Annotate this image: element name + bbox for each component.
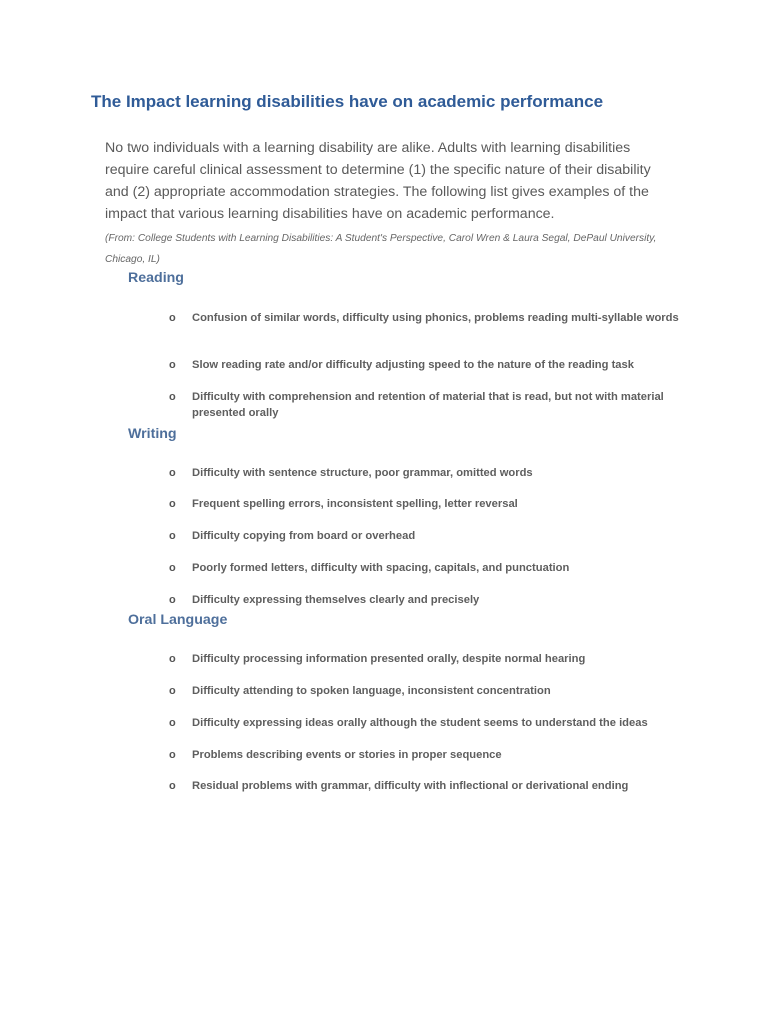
bullet-marker: o	[169, 717, 176, 729]
intro-paragraph: No two individuals with a learning disability are alike. Adults with learning disabilities require careful clinical assessment to determine (1) the specific nature of their disability and (2) appropriate accommodation strategies. The following list gives examples of the impact that various learning disabilities have on academic performance.	[105, 140, 651, 222]
list-item-text: Difficulty expressing themselves clearly and precisely	[192, 594, 480, 606]
list-item-text: Difficulty processing information presented orally, despite normal hearing	[192, 653, 586, 665]
list-item-text: Difficulty expressing ideas orally although the student seems to understand the ideas	[192, 717, 648, 729]
bullet-marker: o	[169, 467, 176, 479]
list-item-text: Slow reading rate and/or difficulty adjusting speed to the nature of the reading task	[192, 359, 634, 371]
section-heading-reading: Reading	[128, 270, 184, 286]
list-item-text: Residual problems with grammar, difficulty with inflectional or derivational ending	[192, 780, 629, 792]
bullet-marker: o	[169, 359, 176, 371]
list-item-text: Confusion of similar words, difficulty using phonics, problems reading multi-syllable words	[192, 312, 679, 324]
section-heading-oral-language: Oral Language	[128, 612, 228, 628]
section-heading-writing: Writing	[128, 426, 177, 442]
bullet-marker: o	[169, 685, 176, 697]
list-item-text: Problems describing events or stories in proper sequence	[192, 749, 502, 761]
bullet-marker: o	[169, 780, 176, 792]
list-item-text: Frequent spelling errors, inconsistent spelling, letter reversal	[192, 498, 518, 510]
bullet-marker: o	[169, 749, 176, 761]
list-item-text: Difficulty attending to spoken language, inconsistent concentration	[192, 685, 551, 697]
bullet-marker: o	[169, 498, 176, 510]
bullet-marker: o	[169, 391, 176, 403]
bullet-marker: o	[169, 653, 176, 665]
list-item-text: Difficulty with sentence structure, poor grammar, omitted words	[192, 467, 533, 479]
list-item-text: Difficulty with comprehension and retention of material that is read, but not with material presented orally	[192, 391, 664, 419]
page-title: The Impact learning disabilities have on academic performance	[91, 92, 604, 111]
citation-note: (From: College Students with Learning Disabilities: A Student's Perspective, Carol Wren & Laura Segal, DePaul University, Chicago, IL)	[105, 233, 657, 265]
list-item-text: Difficulty copying from board or overhead	[192, 530, 416, 542]
bullet-marker: o	[169, 530, 176, 542]
bullet-marker: o	[169, 312, 176, 324]
bullet-marker: o	[169, 562, 176, 574]
bullet-marker: o	[169, 594, 176, 606]
list-item-text: Poorly formed letters, difficulty with spacing, capitals, and punctuation	[192, 562, 570, 574]
